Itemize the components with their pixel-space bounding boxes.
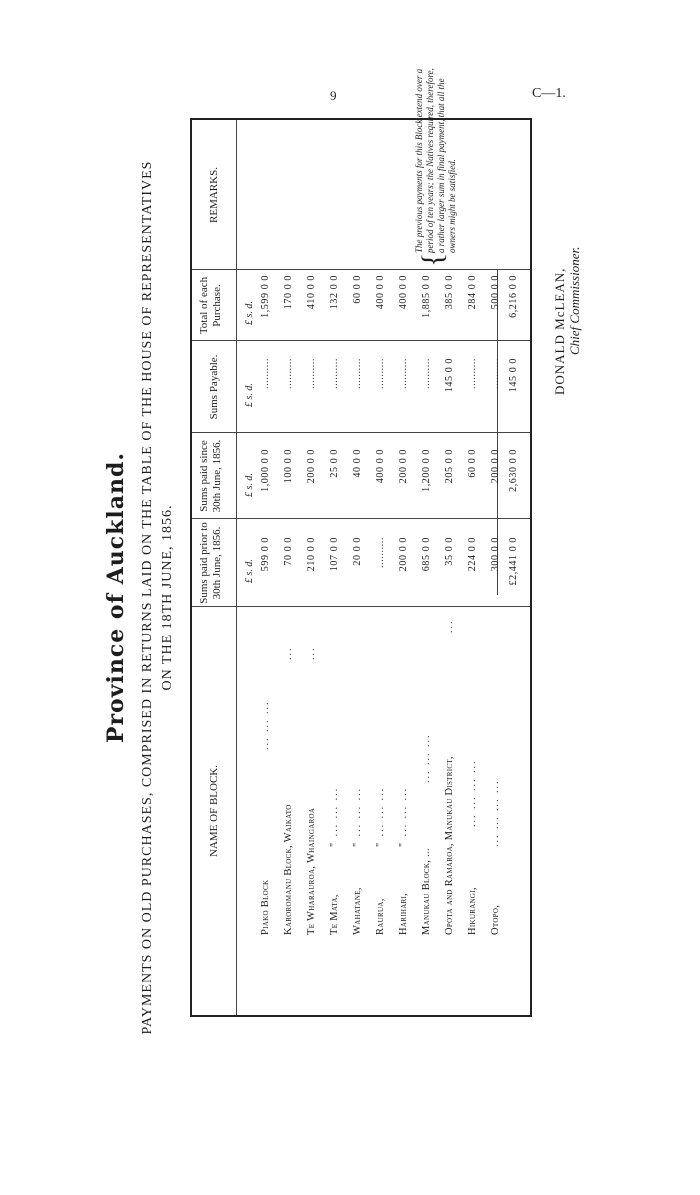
leader-dots: ... ... ... ... [490, 779, 501, 847]
header-name-of-block: NAME OF BLOCK. [208, 765, 220, 857]
total-purchase: 132 0 0 [329, 275, 340, 310]
sum-prior: 70 0 0 [283, 537, 294, 566]
header-total-each-purchase: Total of each Purchase. [198, 276, 223, 335]
total-purchase: 284 0 0 [467, 275, 478, 310]
total-purchase: 1,885 0 0 [421, 275, 432, 318]
heading-line-2: ON THE 18TH JUNE, 1856. [160, 504, 175, 691]
unit-label: £ s. d. [244, 301, 255, 325]
sum-prior: 685 0 0 [421, 537, 432, 572]
total-purchase: 1,599 0 0 [260, 275, 271, 318]
leader-dots: ... [283, 646, 294, 660]
leader-dots: ... [444, 619, 455, 633]
block-name: Raurua, [375, 898, 386, 935]
sum-payable: .......... [421, 358, 432, 389]
document-reference: C—1. [532, 86, 566, 101]
leader-dots: " ... ... ... [329, 786, 340, 847]
sum-since: 100 0 0 [283, 449, 294, 484]
header-sums-prior: Sums paid prior to 30th June, 1856. [198, 522, 223, 604]
sum-since: 200 0 0 [306, 449, 317, 484]
sum-prior: 599 0 0 [260, 537, 271, 572]
block-name: Piako Block [260, 879, 271, 935]
sum-payable: .......... [283, 358, 294, 389]
sum-since: 60 0 0 [467, 449, 478, 478]
total-purchase: 400 0 0 [375, 275, 386, 310]
sum-payable: .......... [490, 358, 501, 389]
column-rule [192, 432, 530, 433]
column-rule [192, 269, 530, 270]
sum-prior: 35 0 0 [444, 537, 455, 566]
header-rule [236, 120, 237, 1015]
signature-name: DONALD McLEAN, [552, 267, 567, 395]
sum-prior: 210 0 0 [306, 537, 317, 572]
block-name: Te Mata, [329, 894, 340, 935]
block-name: Hikurangi, [467, 887, 478, 935]
sum-payable: 145 0 0 [444, 358, 455, 393]
sum-payable: .......... [260, 358, 271, 389]
header-remarks: REMARKS. [208, 167, 220, 223]
total-purchase: 400 0 0 [398, 275, 409, 310]
sum-payable: .......... [306, 358, 317, 389]
grand-total: 6,216 0 0 [508, 275, 519, 318]
total-payable: 145 0 0 [508, 358, 519, 393]
leader-dots: ... ... ... [260, 700, 271, 750]
sum-since: 400 0 0 [375, 449, 386, 484]
province-title: Province of Auckland. [103, 451, 129, 744]
column-rule [192, 340, 530, 341]
total-purchase: 385 0 0 [444, 275, 455, 310]
sum-payable: .......... [398, 358, 409, 389]
leader-dots: ... ... ... [421, 733, 432, 783]
signature-title: Chief Commissioner. [567, 246, 582, 355]
page-number: 9 [330, 88, 337, 103]
unit-label: £ s. d. [244, 559, 255, 583]
sum-since: 205 0 0 [444, 449, 455, 484]
block-name: Manukau Block, ... [421, 848, 432, 935]
sum-since: 25 0 0 [329, 449, 340, 478]
column-rule [192, 518, 530, 519]
total-purchase: 60 0 0 [352, 275, 363, 304]
sum-prior: 200 0 0 [398, 537, 409, 572]
sum-since: 200 0 0 [490, 449, 501, 484]
sum-prior: 300 0 0 [490, 537, 501, 572]
heading-line-1: PAYMENTS ON OLD PURCHASES, COMPRISED IN RETURNS LAID ON THE TABLE OF THE HOUSE OF REPRESENTATIVES [140, 160, 155, 1035]
sum-payable: .......... [375, 358, 386, 389]
remark-brace: { [416, 252, 449, 267]
block-name: Wahatane, [352, 887, 363, 935]
sum-prior: 224 0 0 [467, 537, 478, 572]
remark-text: The previous payments for this Block extend over a period of ten years; the Natives required, therefore, a rather larger sum in final payment, that all the owners might be satisfied. [414, 68, 457, 253]
total-prior: £2,441 0 0 [508, 537, 519, 586]
leader-dots: ... ... ... ... [467, 759, 478, 827]
leader-dots: " ... ... ... [375, 786, 386, 847]
header-sums-since: Sums paid since 30th June, 1856. [198, 439, 223, 513]
leader-dots: " ... ... ... [352, 786, 363, 847]
sum-since: 200 0 0 [398, 449, 409, 484]
total-purchase: 500 0 0 [490, 275, 501, 310]
column-rule [192, 606, 530, 607]
leader-dots: ... [306, 646, 317, 660]
sum-prior: .......... [375, 537, 386, 568]
block-name: Karoromanu Block, Waikato [283, 804, 294, 935]
sum-payable: .......... [467, 358, 478, 389]
block-name: Opota and Ramaroa, Manukau District, [444, 756, 455, 935]
sum-since: 1,200 0 0 [421, 449, 432, 492]
sum-prior: 20 0 0 [352, 537, 363, 566]
sum-prior: 107 0 0 [329, 537, 340, 572]
unit-label: £ s. d. [244, 383, 255, 407]
payments-table [190, 68, 532, 1017]
sum-since: 1,000 0 0 [260, 449, 271, 492]
block-name: Te Wharauroa, Whaingaroa [306, 807, 317, 935]
header-sums-payable: Sums Payable. [208, 354, 220, 420]
total-since: 2,630 0 0 [508, 449, 519, 492]
block-name: Harihari, [398, 892, 409, 935]
sum-payable: .......... [329, 358, 340, 389]
block-name: Otopo, [490, 904, 501, 935]
leader-dots: " ... ... ... [398, 786, 409, 847]
total-purchase: 170 0 0 [283, 275, 294, 310]
unit-label: £ s. d. [244, 473, 255, 497]
sum-since: 40 0 0 [352, 449, 363, 478]
total-purchase: 410 0 0 [306, 275, 317, 310]
sum-payable: .......... [352, 358, 363, 389]
